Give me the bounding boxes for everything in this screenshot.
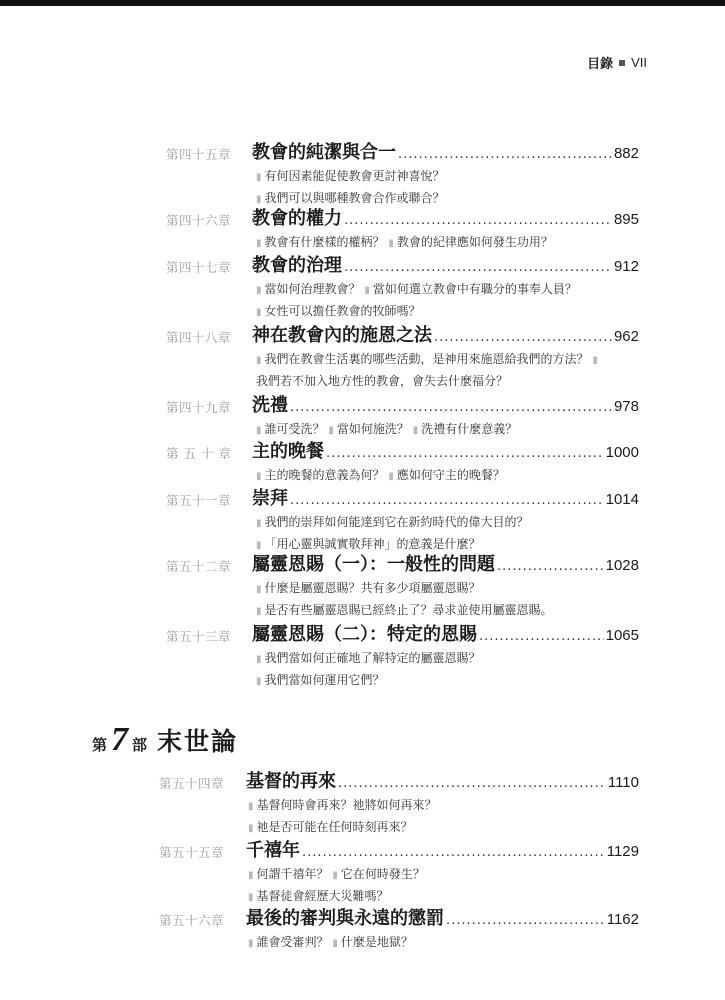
part-title: 末世論 (157, 727, 239, 756)
leader-dots (290, 493, 604, 508)
chapter-label: 第五十六章 (159, 913, 225, 928)
toc-entry (0, 836, 725, 908)
question: ▮ 是否有些屬靈恩賜已經終止了？尋求並使用屬靈恩賜。 (256, 603, 553, 617)
question: ▮我們若不加入地方性的教會，會失去什麼福分？ (256, 355, 598, 388)
question: ▮ 當如何選立教會中有職分的事奉人員？ (364, 282, 577, 296)
question: ▮ 教會的紀律應如何發生功用？ (388, 235, 553, 249)
chapter-title: 教會的純潔與合一 (252, 142, 396, 163)
question: ▮ 有何因素能促使教會更討神喜悅？ (256, 169, 445, 183)
chapter-label: 第五十二章 (166, 559, 232, 574)
leader-dots (446, 913, 605, 928)
question: ▮ 我們可以與哪種教會合作或聯合？ (256, 191, 445, 205)
chapter-page: 962 (613, 328, 639, 345)
chapter-label: 第五十五章 (159, 845, 225, 860)
question: ▮ 洗禮有什麼意義？ (412, 422, 518, 436)
question: ▮ 祂是否可能在任何時刻再來？ (248, 820, 413, 834)
chapter-page: 1000 (605, 444, 639, 461)
question: ▮ 女性可以擔任教會的牧師嗎？ (256, 304, 421, 318)
chapter-page: 912 (613, 258, 639, 275)
toc-entry (0, 767, 725, 839)
question: ▮ 什麼是屬靈恩賜？共有多少項屬靈恩賜？ (256, 581, 481, 595)
chapter-page: 895 (613, 211, 639, 228)
part-number: 7 (111, 721, 129, 758)
part-prefix: 第 (92, 736, 108, 754)
chapter-label: 第五十四章 (159, 776, 225, 791)
chapter-label: 第五十三章 (166, 629, 232, 644)
toc-entry (0, 138, 725, 210)
leader-dots (344, 260, 612, 275)
question: ▮ 當如何施洗？ (328, 422, 409, 436)
leader-dots (398, 147, 612, 162)
question: ▮ 何謂千禧年？ ▮ 它在何時發生？ (248, 867, 425, 881)
toc-entry (0, 204, 725, 254)
leader-dots (326, 446, 604, 461)
chapter-title: 教會的權力 (252, 208, 342, 229)
chapter-label: 第四十九章 (166, 400, 232, 415)
question: ▮ 基督何時會再來？祂將如何再來？ (248, 798, 437, 812)
question: ▮ 誰會受審判？ (248, 935, 329, 949)
leader-dots (434, 330, 612, 345)
chapter-page: 978 (613, 398, 639, 415)
chapter-label: 第四十七章 (166, 260, 232, 275)
header-section: 目錄 (587, 57, 614, 72)
chapter-page: 1110 (607, 774, 639, 791)
chapter-page: 1162 (606, 911, 639, 928)
leader-dots (344, 213, 612, 228)
toc-entry (0, 904, 725, 954)
question: ▮ 主的晚餐的意義為何？ (256, 468, 385, 482)
question: ▮ 應如何守主的晚餐？ (388, 468, 505, 482)
toc-entry (0, 437, 725, 487)
toc-entry (0, 391, 725, 441)
chapter-page: 882 (613, 145, 639, 162)
toc-entry (0, 550, 725, 622)
chapter-title: 屬靈恩賜（二）：特定的恩賜 (252, 624, 477, 645)
toc-entry (0, 251, 725, 323)
chapter-title: 最後的審判與永遠的懲罰 (246, 908, 444, 929)
top-border (0, 0, 725, 6)
question: ▮ 我們當如何正確地了解特定的屬靈恩賜？ (256, 651, 481, 665)
toc-entry (0, 484, 725, 556)
question: ▮ 我們在教會生活裏的哪些活動，是神用來施恩給我們的方法？ (256, 352, 589, 366)
chapter-title: 千禧年 (246, 840, 300, 861)
leader-dots (497, 559, 604, 574)
chapter-label: 第四十五章 (166, 147, 232, 162)
chapter-page: 1014 (605, 491, 639, 508)
chapter-label: 第五十一章 (166, 493, 232, 508)
chapter-label: 第 五 十 章 (166, 446, 232, 461)
question: ▮ 當如何治理教會？ (256, 282, 361, 296)
toc-entry (0, 620, 725, 692)
toc-entry (0, 321, 725, 391)
header-page-number: VII (631, 55, 647, 70)
part-heading (92, 722, 238, 758)
question: ▮ 誰可受洗？ (256, 422, 325, 436)
chapter-label: 第四十六章 (166, 213, 232, 228)
chapter-page: 1065 (605, 627, 639, 644)
question: ▮ 「用心靈與誠實敬拜神」的意義是什麼？ (256, 537, 481, 551)
bullet-square-icon (619, 60, 625, 66)
chapter-page: 1028 (605, 557, 639, 574)
leader-dots (479, 629, 604, 644)
leader-dots (302, 845, 605, 860)
chapter-title: 屬靈恩賜（一）：一般性的問題 (252, 554, 495, 575)
chapter-title: 洗禮 (252, 395, 288, 416)
chapter-page: 1129 (606, 843, 639, 860)
chapter-label: 第四十八章 (166, 330, 232, 345)
leader-dots (290, 400, 612, 415)
running-header (587, 53, 647, 72)
question: ▮ 我們的崇拜如何能達到它在新約時代的偉大目的？ (256, 515, 529, 529)
part-suffix: 部 (132, 736, 148, 754)
question: ▮ 基督徒會經歷大災難嗎？ (248, 889, 389, 903)
chapter-title: 神在教會內的施恩之法 (252, 325, 432, 346)
question: ▮ 教會有什麼樣的權柄？ (256, 235, 385, 249)
question: ▮ 我們當如何運用它們？ (256, 673, 385, 687)
chapter-title: 教會的治理 (252, 255, 342, 276)
chapter-title: 崇拜 (252, 488, 288, 509)
chapter-title: 基督的再來 (246, 771, 336, 792)
leader-dots (338, 776, 606, 791)
chapter-title: 主的晚餐 (252, 441, 324, 462)
question: ▮ 什麼是地獄？ (332, 935, 413, 949)
